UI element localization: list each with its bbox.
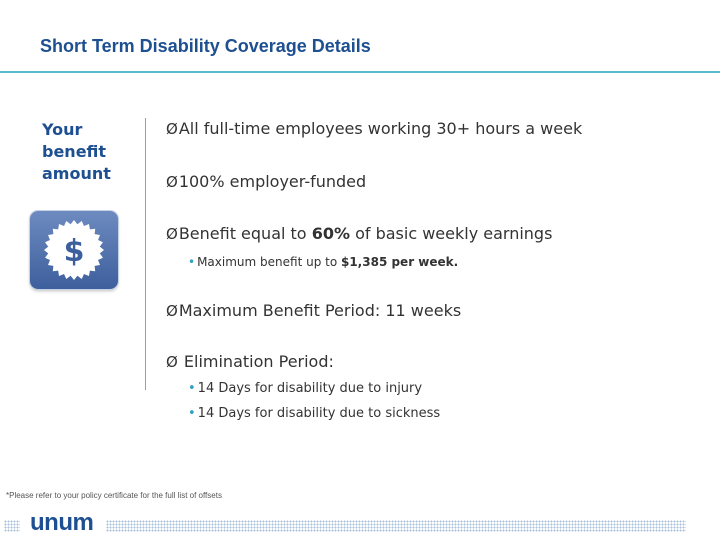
label-line-3: amount (42, 164, 111, 183)
arrow-bullet-icon: Ø (166, 173, 178, 191)
unum-logo: unum (30, 509, 94, 536)
bullet-dot-icon: • (188, 381, 196, 396)
benefit-period-item: ØMaximum Benefit Period: 11 weeks (166, 301, 462, 320)
label-line-2: benefit (42, 142, 107, 161)
funding-item: Ø100% employer-funded (166, 172, 367, 191)
dollar-seal-icon (30, 211, 118, 289)
benefit-amount-label (42, 119, 142, 185)
title-divider (0, 71, 720, 73)
arrow-bullet-icon: Ø (166, 225, 178, 243)
maximum-benefit-subitem: • Maximum benefit up to $1,385 per week. (188, 255, 459, 269)
label-line-1: Your (42, 120, 83, 139)
bullet-dot-icon: • (188, 406, 196, 421)
bullet-dot-icon: • (188, 255, 196, 269)
page-title: Short Term Disability Coverage Details (40, 36, 371, 56)
eligibility-item: ØAll full-time employees working 30+ hours a week (166, 119, 583, 138)
footer-dot-pattern-left (4, 520, 20, 532)
injury-subitem: • 14 Days for disability due to injury (188, 381, 423, 396)
sickness-subitem: • 14 Days for disability due to sickness (188, 406, 441, 421)
arrow-bullet-icon: Ø (166, 353, 178, 371)
arrow-bullet-icon: Ø (166, 302, 178, 320)
footnote: *Please refer to your policy certificate for the full list of offsets (6, 491, 222, 500)
dollar-symbol: $ (63, 234, 85, 269)
footer-dot-pattern-right (106, 520, 686, 532)
benefit-item: ØBenefit equal to 60% of basic weekly earnings (166, 224, 553, 243)
arrow-bullet-icon: Ø (166, 120, 178, 138)
elimination-period-item: Ø Elimination Period: (166, 352, 334, 371)
section-divider (145, 118, 146, 390)
